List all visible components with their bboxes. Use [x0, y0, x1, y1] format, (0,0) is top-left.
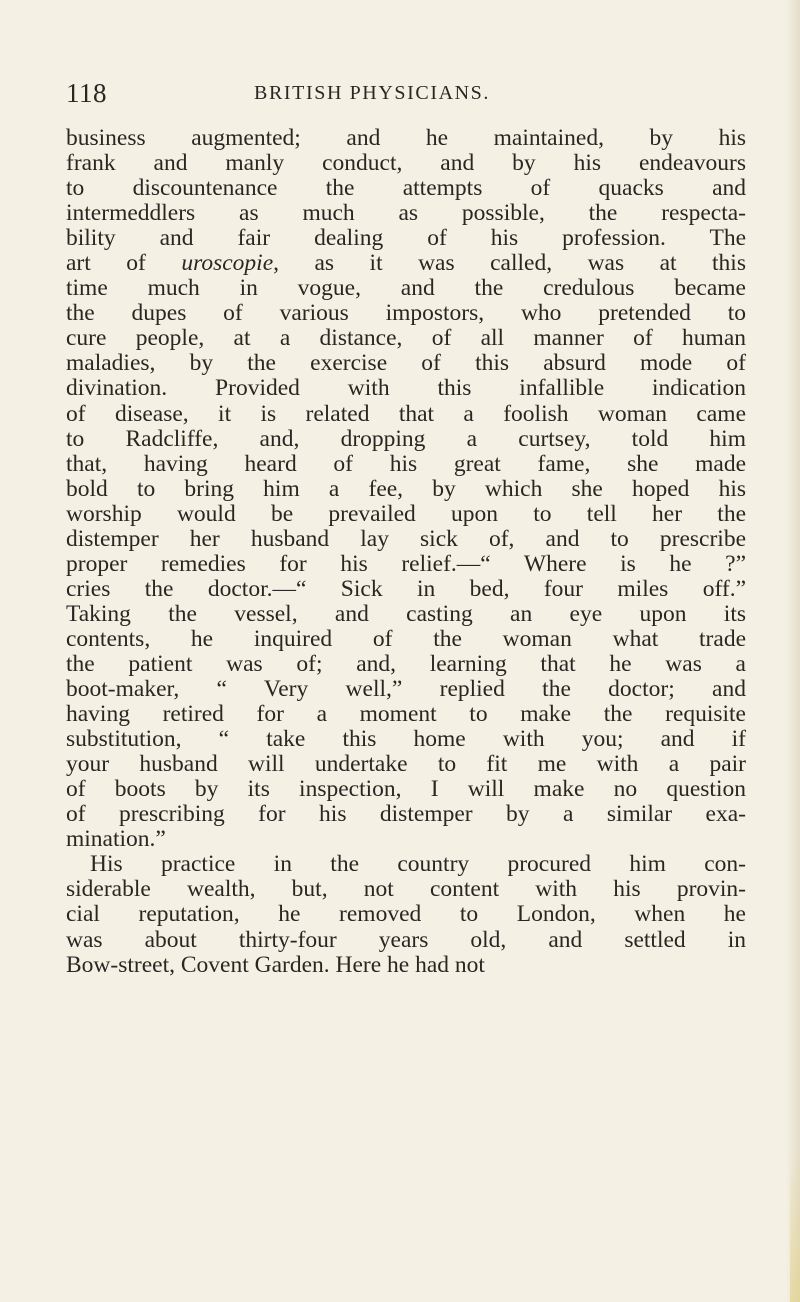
text-line: the dupes of various impostors, who pretended to	[66, 300, 746, 327]
running-head: BRITISH PHYSICIANS.	[254, 82, 490, 104]
paragraph	[66, 126, 746, 852]
text-line: maladies, by the exercise of this absurd mode of	[66, 350, 746, 377]
text-line: your husband will undertake to fit me with a pair	[66, 751, 746, 778]
text-line: to Radcliffe, and, dropping a curtsey, told him	[66, 425, 746, 452]
text-line: boot-maker, “ Very well,” replied the doctor; and	[66, 676, 746, 703]
text-line: siderable wealth, but, not content with his provin-	[66, 876, 746, 903]
body-text	[66, 126, 746, 978]
text-line: mination.”	[66, 826, 166, 853]
text-line: bold to bring him a fee, by which she hoped his	[66, 475, 746, 502]
text-line: business augmented; and he maintained, by his	[66, 125, 746, 151]
text-line: Taking the vessel, and casting an eye upon its	[66, 600, 746, 627]
page-edge-stain	[790, 1150, 800, 1302]
text-line: art of uroscopie, as it was called, was at this	[66, 250, 746, 277]
text-line: bility and fair dealing of his profession. The	[66, 225, 746, 252]
text-line: having retired for a moment to make the requisite	[66, 701, 746, 728]
text-line: cries the doctor.—“ Sick in bed, four miles off.”	[66, 575, 746, 602]
text-line: distemper her husband lay sick of, and to prescribe	[66, 525, 746, 552]
page-number: 118	[66, 78, 107, 108]
text-line: of prescribing for his distemper by a similar exa-	[66, 801, 746, 828]
text-line: that, having heard of his great fame, she made	[66, 450, 746, 477]
text-line: His practice in the country procured him con-	[90, 851, 746, 878]
text-line: divination. Provided with this infallible indication	[66, 375, 746, 402]
text-line: worship would be prevailed upon to tell her the	[66, 500, 746, 527]
page-header	[0, 72, 800, 112]
text-line: substitution, “ take this home with you; and if	[66, 726, 746, 753]
page-edge-shadow	[786, 0, 800, 1302]
paragraph	[66, 852, 746, 977]
text-line: frank and manly conduct, and by his endeavours	[66, 150, 746, 177]
text-line: cial reputation, he removed to London, when he	[66, 901, 746, 928]
text-line: was about thirty-four years old, and settled in	[66, 926, 746, 953]
text-line: proper remedies for his relief.—“ Where is he ?”	[66, 550, 746, 577]
text-line: Bow-street, Covent Garden. Here he had not	[66, 951, 485, 978]
text-line: contents, he inquired of the woman what trade	[66, 625, 746, 652]
text-line: the patient was of; and, learning that he was a	[66, 650, 746, 677]
text-line: intermeddlers as much as possible, the respecta-	[66, 200, 746, 227]
text-line: of disease, it is related that a foolish woman came	[66, 400, 746, 427]
text-line: to discountenance the attempts of quacks and	[66, 175, 746, 202]
text-line: cure people, at a distance, of all manner of human	[66, 325, 746, 352]
text-line: of boots by its inspection, I will make no question	[66, 776, 746, 803]
text-line: time much in vogue, and the credulous became	[66, 275, 746, 302]
